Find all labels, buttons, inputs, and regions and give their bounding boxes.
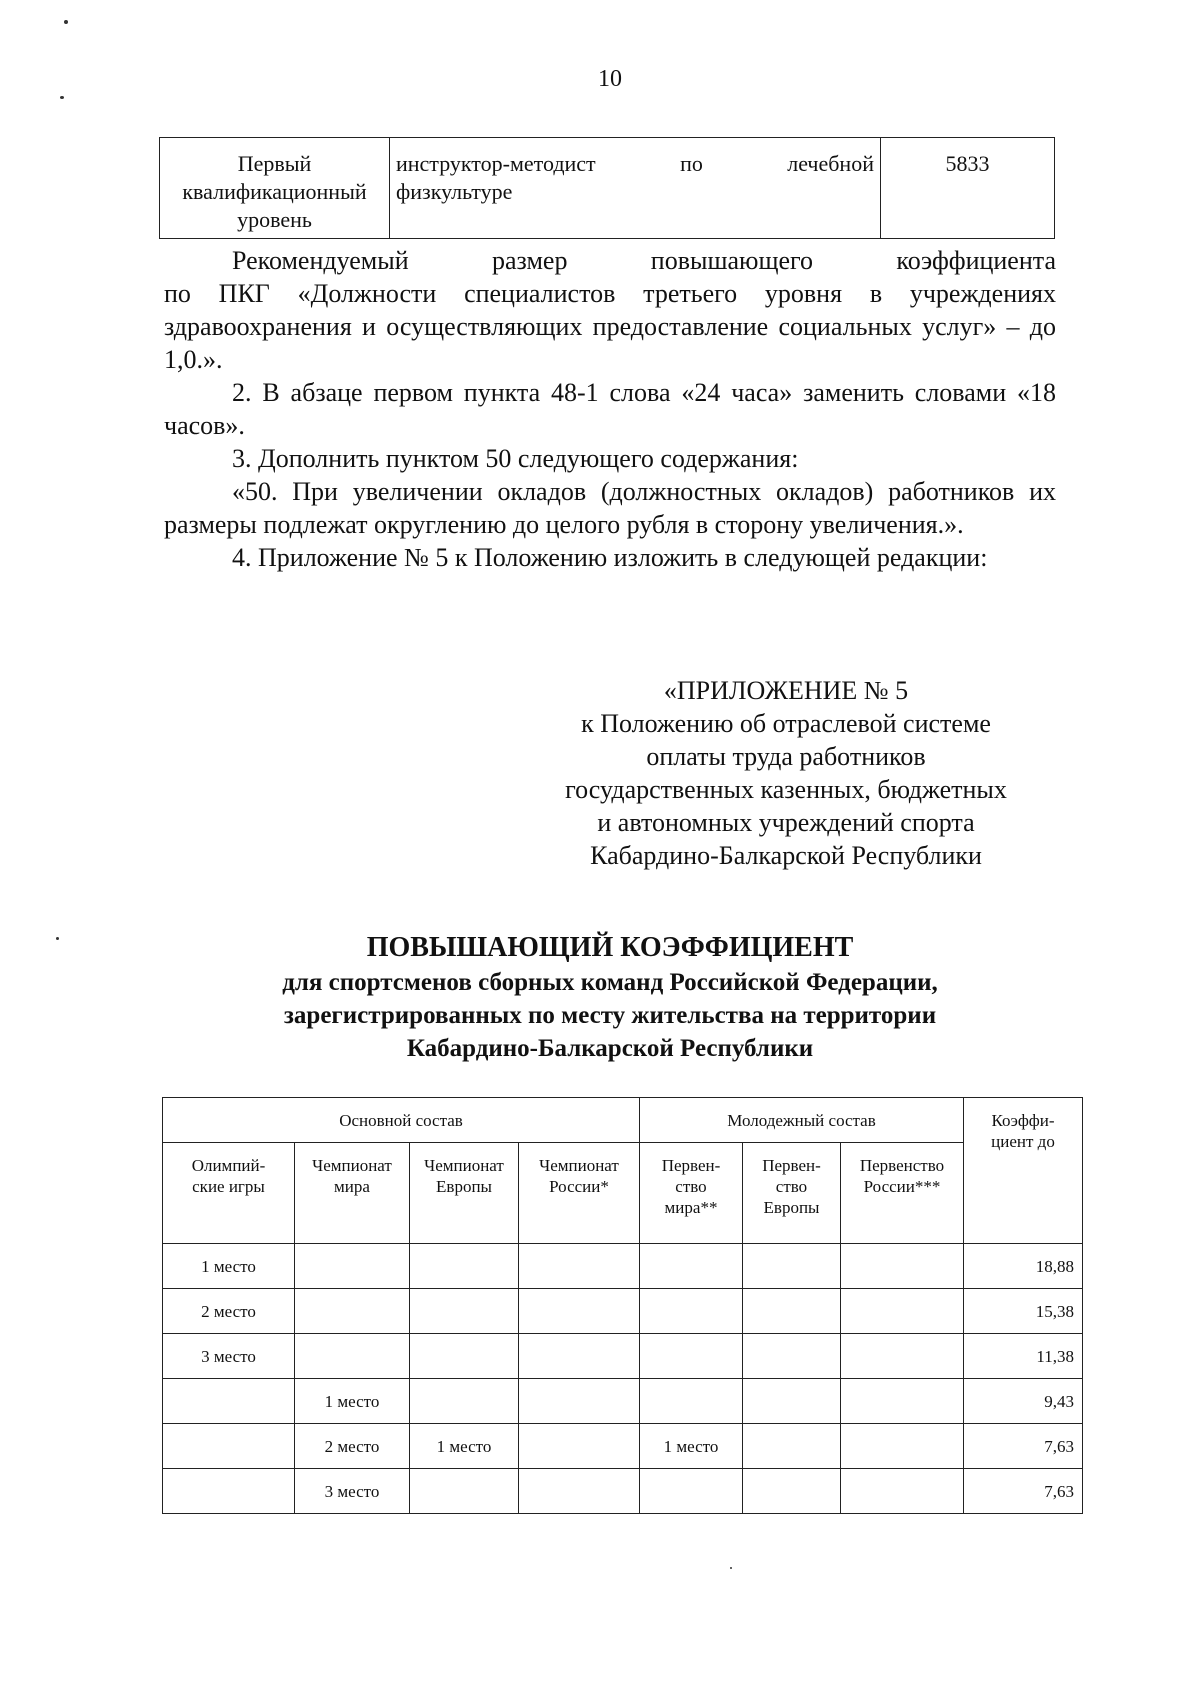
table-row [163, 1289, 1083, 1334]
appendix-line: оплаты труда работников [646, 742, 926, 771]
table-cell [519, 1289, 640, 1334]
column-header: Чемпионат Европы [410, 1143, 519, 1244]
table-cell [743, 1289, 841, 1334]
column-header: Олимпий- ские игры [163, 1143, 295, 1244]
salary-table [159, 137, 1055, 239]
table-cell [410, 1379, 519, 1424]
table-cell [519, 1334, 640, 1379]
scan-speck [60, 96, 64, 99]
table-cell: 1 место [640, 1424, 743, 1469]
table-cell [410, 1244, 519, 1289]
table-cell [743, 1244, 841, 1289]
paragraph-3: 3. Дополнить пунктом 50 следующего содержания: [232, 444, 799, 473]
table-cell [163, 1424, 295, 1469]
paragraph-4: «50. При увеличении окладов (должностных окладов) работников их размеры подлежат округлению до целого рубля в сторону увеличения.». [164, 477, 1056, 539]
coefficient-table [162, 1097, 1083, 1514]
column-header: Первен- ство Европы [743, 1143, 841, 1244]
paragraph-5: 4. Приложение № 5 к Положению изложить в следующей редакции: [232, 543, 988, 572]
coefficient-value: 11,38 [964, 1334, 1083, 1379]
group-header-main: Основной состав [163, 1098, 640, 1143]
position-word: по [680, 151, 703, 176]
qualification-level-cell: Первый квалификационный уровень [160, 138, 390, 239]
table-cell: 3 место [163, 1334, 295, 1379]
position-line-2: физкультуре [396, 179, 513, 204]
column-header: Чемпионат России* [519, 1143, 640, 1244]
appendix-line: и автономных учреждений спорта [597, 808, 975, 837]
coefficient-value: 7,63 [964, 1469, 1083, 1514]
table-cell [640, 1469, 743, 1514]
coefficient-value: 15,38 [964, 1289, 1083, 1334]
scan-speck [730, 1567, 732, 1569]
paragraph-2: 2. В абзаце первом пункта 48-1 слова «24 часа» заменить словами «18 часов». [164, 378, 1056, 440]
table-cell [519, 1424, 640, 1469]
table-cell [743, 1379, 841, 1424]
table-cell [640, 1334, 743, 1379]
table-row [163, 1469, 1083, 1514]
table-cell [841, 1334, 964, 1379]
appendix-line: «ПРИЛОЖЕНИЕ № 5 [663, 676, 909, 705]
table-cell [841, 1289, 964, 1334]
table-cell: 1 место [295, 1379, 410, 1424]
coefficient-value: 7,63 [964, 1424, 1083, 1469]
table-cell [410, 1469, 519, 1514]
title-main: ПОВЫШАЮЩИЙ КОЭФФИЦИЕНТ [366, 932, 854, 963]
table-cell [743, 1334, 841, 1379]
table-cell: 3 место [295, 1469, 410, 1514]
table-cell [519, 1469, 640, 1514]
table-cell [841, 1379, 964, 1424]
table-cell: 2 место [163, 1289, 295, 1334]
table-cell [295, 1289, 410, 1334]
column-header: Первен- ство мира** [640, 1143, 743, 1244]
position-cell [390, 138, 881, 239]
table-cell [743, 1424, 841, 1469]
table-cell [410, 1334, 519, 1379]
table-cell [519, 1379, 640, 1424]
table-cell: 2 место [295, 1424, 410, 1469]
table-cell [163, 1469, 295, 1514]
position-word: инструктор-методист [396, 151, 596, 176]
table-cell [295, 1244, 410, 1289]
paragraph-1-first-line: Рекомендуемый размер повышающего коэффициента [232, 246, 1056, 275]
appendix-line: Кабардино-Балкарской Республики [590, 841, 982, 870]
table-row [163, 1424, 1083, 1469]
paragraph-1-rest: по ПКГ «Должности специалистов третьего уровня в учреждениях здравоохранения и осуществляющих предоставление социальных услуг» – до 1,0.». [164, 279, 1056, 374]
table-cell [295, 1334, 410, 1379]
page-number: 10 [598, 66, 622, 92]
coefficient-header: Коэффи- циент до [964, 1098, 1083, 1244]
body-text [164, 244, 1056, 574]
appendix-heading [520, 674, 1052, 872]
table-cell: 1 место [163, 1244, 295, 1289]
table-cell [640, 1289, 743, 1334]
column-header: Чемпионат мира [295, 1143, 410, 1244]
salary-cell: 5833 [881, 138, 1055, 239]
document-title [0, 930, 1200, 1065]
title-subtitle: для спортсменов сборных команд Российской Федерации, [282, 969, 938, 996]
position-line-1 [396, 150, 874, 178]
table-cell [640, 1244, 743, 1289]
table-cell [743, 1469, 841, 1514]
title-subtitle: зарегистрированных по месту жительства на территории [283, 1002, 937, 1029]
table-cell [410, 1289, 519, 1334]
group-header-youth: Молодежный состав [640, 1098, 964, 1143]
table-row [163, 1244, 1083, 1289]
scan-speck [64, 20, 68, 24]
coefficient-value: 18,88 [964, 1244, 1083, 1289]
table-header-row [163, 1143, 1083, 1244]
table-cell [640, 1379, 743, 1424]
table-cell [519, 1244, 640, 1289]
title-subtitle: Кабардино-Балкарской Республики [406, 1035, 814, 1062]
appendix-line: к Положению об отраслевой системе [581, 709, 991, 738]
table-cell [841, 1424, 964, 1469]
position-word: лечебной [787, 151, 874, 176]
table-row [160, 138, 1055, 239]
table-cell: 1 место [410, 1424, 519, 1469]
table-cell [841, 1469, 964, 1514]
table-header-row [163, 1098, 1083, 1143]
coefficient-value: 9,43 [964, 1379, 1083, 1424]
column-header: Первенство России*** [841, 1143, 964, 1244]
appendix-line: государственных казенных, бюджетных [565, 775, 1007, 804]
table-row [163, 1379, 1083, 1424]
table-cell [163, 1379, 295, 1424]
table-cell [841, 1244, 964, 1289]
table-row [163, 1334, 1083, 1379]
